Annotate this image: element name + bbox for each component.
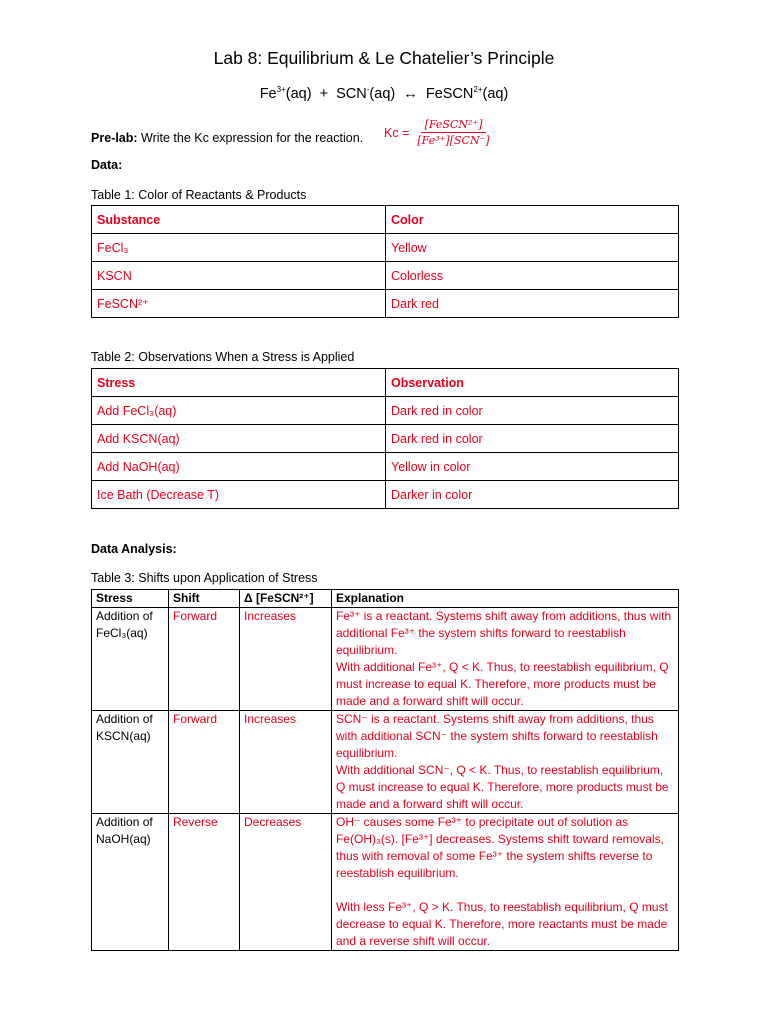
reactant-fe: Fe (259, 86, 277, 102)
explanation-line (336, 882, 674, 899)
table-cell: Dark red in color (386, 425, 679, 453)
table-row (92, 397, 679, 425)
table-cell: Add NaOH(aq) (92, 453, 386, 481)
table-cell: KSCN (92, 262, 386, 290)
table-cell: Add KSCN(aq) (92, 425, 386, 453)
explanation-line: With less Fe³⁺, Q > K. Thus, to reestablish equilibrium, Q must decrease to equal K. Therefore, more reactants must be made and a reverse shift will occur. (336, 900, 668, 948)
table-cell-shift: Reverse (169, 814, 240, 951)
table-row (92, 453, 679, 481)
prelab-label: Pre-lab: (91, 131, 138, 145)
explanation-line: Fe³⁺ is a reactant. Systems shift away from additions, thus with additional Fe³⁺ the system shifts forward to reestablish equilibrium. (336, 609, 672, 657)
explanation-line: OH⁻ causes some Fe³⁺ to precipitate out of solution as Fe(OH)₃(s). [Fe³⁺] decreases. Systems shift toward removals, thus with removal of some Fe³⁺ the system shifts reverse to reestablish equilibrium. (336, 815, 664, 880)
reactant-fe-state: (aq) (285, 86, 312, 102)
table-cell: FeSCN²⁺ (92, 290, 386, 318)
reactant-fe-charge: 3+ (276, 85, 286, 94)
table-cell-explanation (332, 814, 679, 951)
table-row (92, 262, 679, 290)
table1-caption: Table 1: Color of Reactants & Products (91, 188, 307, 202)
table-header-cell: Δ [FeSCN²⁺] (240, 590, 332, 608)
table-header-cell: Shift (169, 590, 240, 608)
product-fescn-state: (aq) (482, 86, 509, 102)
table-cell: Darker in color (386, 481, 679, 509)
table-cell-shift: Forward (169, 711, 240, 814)
table-row (92, 711, 679, 814)
plus-sign: + (319, 86, 329, 102)
prelab-prompt (91, 131, 363, 145)
table-header-row (92, 369, 679, 397)
data-analysis-heading: Data Analysis: (91, 542, 177, 556)
table-cell-delta: Decreases (240, 814, 332, 951)
kc-denominator: [Fe³⁺][SCN⁻] (417, 134, 490, 147)
table3-caption: Table 3: Shifts upon Application of Stress (91, 571, 318, 585)
table-header-cell: Observation (386, 369, 679, 397)
reaction-equation (0, 86, 768, 102)
table-cell-stress: Addition of KSCN(aq) (92, 711, 169, 814)
explanation-line: With additional Fe³⁺, Q < K. Thus, to reestablish equilibrium, Q must increase to equal K. Therefore, more products must be made and a forward shift will occur. (336, 660, 669, 708)
kc-fraction (413, 118, 493, 147)
table-cell: Yellow in color (386, 453, 679, 481)
table-row (92, 425, 679, 453)
table-cell-delta: Increases (240, 711, 332, 814)
table-cell-delta: Increases (240, 608, 332, 711)
product-fescn: FeSCN (425, 86, 474, 102)
explanation-line: With additional SCN⁻, Q < K. Thus, to reestablish equilibrium, Q must increase to equal K. Therefore, more products must be made and a forward shift will occur. (336, 763, 669, 811)
kc-label: Kc = (384, 125, 410, 140)
table-cell-stress: Addition of FeCl₃(aq) (92, 608, 169, 711)
table-cell: Colorless (386, 262, 679, 290)
table-cell: Yellow (386, 234, 679, 262)
page-title: Lab 8: Equilibrium & Le Chatelier’s Principle (213, 48, 555, 68)
equilibrium-arrow: ↔ (403, 86, 418, 102)
table-header-cell: Explanation (332, 590, 679, 608)
table-header-cell: Color (386, 206, 679, 234)
table-cell: Dark red in color (386, 397, 679, 425)
data-heading: Data: (91, 158, 123, 172)
table1-color (91, 205, 679, 318)
table-cell-explanation (332, 711, 679, 814)
table-cell-shift: Forward (169, 608, 240, 711)
reactant-scn-state: (aq) (369, 86, 396, 102)
reactant-scn-charge: - (366, 85, 370, 94)
table2-caption: Table 2: Observations When a Stress is Applied (91, 350, 355, 364)
kc-expression (384, 118, 494, 147)
table-header-row (92, 206, 679, 234)
table-header-cell: Stress (92, 369, 386, 397)
product-fescn-charge: 2+ (473, 85, 483, 94)
table-row (92, 814, 679, 951)
table-cell: FeCl₃ (92, 234, 386, 262)
table-header-cell: Substance (92, 206, 386, 234)
table-row (92, 481, 679, 509)
table-row (92, 290, 679, 318)
table-cell: Ice Bath (Decrease T) (92, 481, 386, 509)
table2-observations (91, 368, 679, 509)
table-row (92, 234, 679, 262)
table-cell: Dark red (386, 290, 679, 318)
table-header-cell: Stress (92, 590, 169, 608)
table-header-row (92, 590, 679, 608)
table3-shifts (91, 589, 679, 951)
table-cell-stress: Addition of NaOH(aq) (92, 814, 169, 951)
prelab-text: Write the Kc expression for the reaction. (137, 131, 364, 145)
table-row (92, 608, 679, 711)
table-cell-explanation (332, 608, 679, 711)
kc-numerator: [FeSCN²⁺] (421, 118, 487, 133)
table-cell: Add FeCl₃(aq) (92, 397, 386, 425)
explanation-line: SCN⁻ is a reactant. Systems shift away from additions, thus with additional SCN⁻ the system shifts forward to reestablish equilibrium. (336, 712, 658, 760)
reactant-scn: SCN (336, 86, 367, 102)
